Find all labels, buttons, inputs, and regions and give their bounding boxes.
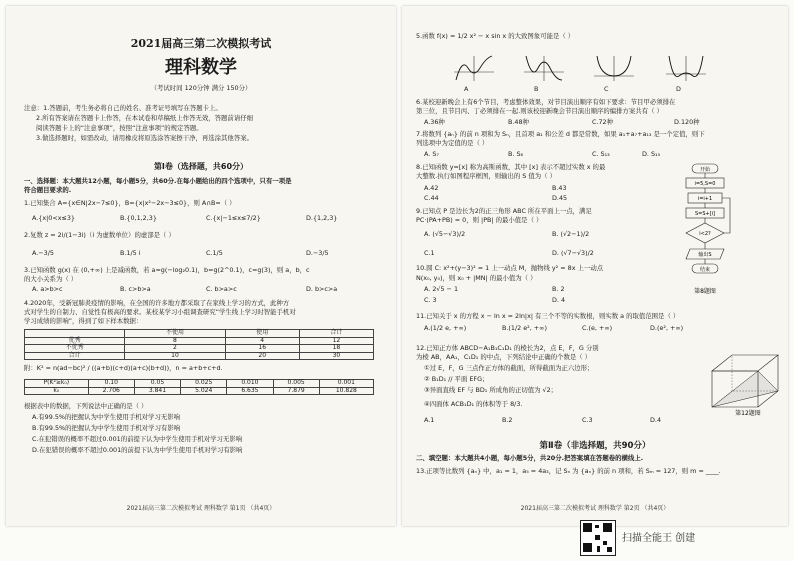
- program-flowchart: [678, 163, 732, 299]
- graph-option-a: [452, 54, 496, 82]
- section-2-heading: 第Ⅱ卷（非选择题，共90分）: [539, 441, 651, 451]
- table-cell: 0.025: [181, 380, 227, 388]
- instructions-line-1: 一、选择题：本大题共12小题，每小题5分，共60分.在每小题给出的四个选项中，只有一项是: [24, 177, 292, 185]
- question-4-line-1: 4.2020年，受新冠肺炎疫情的影响，在全国的许多地方都采取了在家线上学习的方式，此种方: [24, 299, 290, 307]
- q12-option-a: A.1: [424, 416, 435, 424]
- table-cell: 10.828: [319, 387, 373, 395]
- flow-step-label: 输出S: [698, 252, 712, 258]
- table-header-cell: 使用: [225, 330, 299, 338]
- q9-option-b: B. (√2−1)/2: [552, 230, 590, 238]
- q7-option-c: C. S₁₃: [592, 150, 610, 158]
- q8-option-d: D.45: [552, 194, 568, 202]
- graph-option-c: [592, 54, 636, 82]
- flow-step-label: i<2?: [699, 231, 711, 237]
- question-9-line-2: PC·(PA+PB) = 0，则 |PB| 的最小值是（ ）: [416, 216, 543, 224]
- graph-label-d: D: [676, 85, 681, 93]
- table-header-cell: [25, 330, 125, 338]
- q9-option-a: A. (√5−√3)/2: [424, 230, 466, 238]
- q11-option-c: C.(e, +∞): [582, 324, 613, 332]
- table-cell: 18: [299, 345, 373, 353]
- cube-caption: 第12题图: [735, 410, 761, 417]
- question-5: 5.函数 f(x) = 1/2 x² − x sin x 的大致图象可能是（ ）: [416, 32, 575, 40]
- question-8-line-1: 8.已知函数 y=[x] 称为高斯函数，其中 [x] 表示不超过实数 x 的最: [416, 163, 606, 171]
- question-6-line-1: 6.某校迎新晚会上有6个节目，考虑整体效果，对节目演出顺序有如下要求：节目甲必须排在: [416, 98, 676, 106]
- table-cell: 0.005: [273, 380, 319, 388]
- table-cell: 6.635: [227, 387, 273, 395]
- table-cell: 8: [125, 337, 225, 345]
- q6-option-a: A.36种: [424, 118, 445, 126]
- table-cell: 20: [225, 352, 299, 360]
- question-4-prompt: 根据表中的数据，下列说法中正确的是（ ）: [24, 402, 148, 410]
- table-row: [25, 352, 374, 360]
- question-11: 11.已知关于 x 的方程 x − ln x = 2ln|x| 有三个不等的实数根，则实数 a 的取值范围是（ ）: [416, 312, 680, 320]
- q7-option-b: B. S₈: [508, 150, 524, 158]
- q11-option-b: B.(1/2 e², +∞): [502, 324, 547, 332]
- question-10-line-2: N(x₀, y₀)，则 x₀ + |MN| 的最小值为（ ）: [416, 274, 537, 282]
- table-cell: 不优秀: [25, 345, 125, 353]
- q8-option-a: A.42: [424, 184, 439, 192]
- question-7-line-2: 列选项中为定值的是（ ）: [416, 139, 489, 147]
- question-12-line-1: 12.已知正方体 ABCD−A₁B₁C₁D₁ 的棱长为2，点 E，F，G 分别: [416, 344, 599, 352]
- q2-option-c: C.1/5: [206, 249, 223, 257]
- cube-figure: [708, 351, 784, 417]
- q4-option-c: C.在犯错误的概率不超过0.001的前提下认为中学生使用手机对学习无影响: [32, 435, 243, 443]
- question-3-cont: 的大小关系为（ ）: [24, 275, 78, 283]
- q12-option-b: B.2: [502, 416, 513, 424]
- q12-option-c: C.3: [582, 416, 593, 424]
- flow-step-label: 开始: [699, 167, 711, 173]
- q1-option-b: B.{0,1,2,3}: [120, 214, 157, 222]
- table-cell: 0.10: [88, 380, 134, 388]
- q1-option-a: A.{x|0<x≤3}: [32, 214, 75, 222]
- note-3: 阅读答题卡上的“注意事项”，按照“注意事项”的规定答题。: [36, 124, 203, 132]
- table-cell: 5.024: [181, 387, 227, 395]
- graph-label-a: A: [464, 85, 469, 93]
- q7-option-d: D. S₁₅: [642, 150, 661, 158]
- question-3: 3.已知函数 g(x) 在 (0,+∞) 上是减函数，若 a=g(−log₂0.1)，b=g(2^0.1)，c=g(3)，则 a，b，c: [24, 266, 310, 274]
- q7-option-a: A. S₇: [424, 150, 439, 158]
- q11-option-d: D.(e², +∞): [650, 324, 684, 332]
- q3-option-a: A. a>b>c: [32, 285, 63, 293]
- q6-option-b: B.48种: [508, 118, 529, 126]
- table-cell: 0.05: [134, 380, 180, 388]
- q10-option-d: D. 4: [552, 296, 566, 304]
- q10-option-c: C. 3: [424, 296, 437, 304]
- q12-option-d: D.4: [650, 416, 662, 424]
- flow-step-label: 结束: [699, 267, 711, 273]
- q12-statement-4: ④四面体 ACB₁D₁ 的体积等于 8/3.: [424, 400, 523, 408]
- q2-option-b: B.1/5 i: [120, 249, 141, 257]
- question-4-line-3: 学习成绩的影响”，得到了如下样本数据：: [24, 317, 143, 325]
- table-header-cell: 合计: [299, 330, 373, 338]
- q2-option-d: D.−3/5: [306, 249, 329, 257]
- q12-statement-2: ② B₁D₁ // 平面 EFG；: [424, 375, 489, 383]
- question-9-line-1: 9.已知点 P 是边长为2的正三角形 ABC 所在平面上一点，满足: [416, 207, 592, 215]
- exam-page-1: [6, 6, 396, 526]
- q2-option-a: A.−3/5: [32, 249, 54, 257]
- question-7-line-1: 7.将数列 {aₙ} 的前 n 项和为 Sₙ，且首项 a₁ 和公差 d 都是常数，如果 a₁+a₇+a₁₃ 是一个定值，则下: [416, 130, 705, 138]
- table-cell: 合计: [25, 352, 125, 360]
- table-cell: 0.010: [227, 380, 273, 388]
- q6-option-c: C.72种: [592, 118, 614, 126]
- flow-step-label: i=i+1: [697, 196, 713, 202]
- q3-option-d: D. b>c>a: [306, 285, 338, 293]
- q3-option-c: C. b>a>c: [206, 285, 237, 293]
- scanner-watermark: 扫描全能王 创建: [622, 533, 696, 544]
- q9-option-d: D. (√7−√3)/2: [552, 249, 594, 257]
- flow-step-label: S=S+[i]: [694, 211, 716, 217]
- table-header-row: [25, 330, 374, 338]
- qr-code: [580, 520, 616, 556]
- table-cell: 4: [225, 337, 299, 345]
- q10-option-b: B. 2: [552, 285, 565, 293]
- table-cell: 30: [299, 352, 373, 360]
- note-2: 2.所有答案请在答题卡上作答，在本试卷和草稿纸上作答无效，答题前请仔细: [36, 114, 253, 122]
- question-1: 1.已知集合 A={x∈N|2x−7≤0}，B={x|x²−2x−3≤0}，则 A∩B=（ ）: [24, 199, 236, 207]
- instructions-2: 二、填空题：本大题共4小题，每小题5分，共20分.把答案填在答题卷的横线上.: [416, 454, 644, 462]
- critical-value-table: [24, 379, 374, 395]
- exam-subject: 理科数学: [165, 57, 237, 78]
- flowchart-caption: 第8题图: [694, 288, 716, 295]
- q1-option-c: C.{x|−1≤x≤7/2}: [206, 214, 261, 222]
- question-8-line-2: 大整数.执行如图程序框图，则输出的 S 值为（ ）: [416, 172, 556, 180]
- exam-info: （考试时间 120分钟 满分 150分）: [150, 84, 252, 92]
- exam-page-2: [402, 6, 788, 526]
- q9-option-c: C.1: [424, 249, 435, 257]
- question-4-line-2: 式对学生的自制力、自觉性有极高的要求。某校某学习小组调查研究“学生线上学习时智能手机对: [24, 308, 296, 316]
- table-cell: P(K²≥k₀): [25, 380, 89, 388]
- q4-option-a: A.有99.5%的把握认为中学生使用手机对学习无影响: [32, 413, 181, 421]
- graph-label-c: C: [604, 85, 609, 93]
- graph-option-b: [522, 54, 566, 82]
- flow-step-label: i=5,S=0: [694, 181, 716, 187]
- q12-statement-3: ③异面直线 EF 与 BD₁ 所成角的正切值为 √2；: [424, 386, 558, 394]
- table-cell: 2.706: [88, 387, 134, 395]
- instructions-line-2: 符合题目要求的.: [24, 186, 72, 194]
- table-cell: 优秀: [25, 337, 125, 345]
- question-10-line-1: 10.圆 C: x²+(y−3)² = 1 上一动点 M，抛物线 y² = 8x 上一动点: [416, 264, 604, 272]
- question-6-line-2: 第三位，且节目丙、丁必须排在一起.则该校迎新晚会节目演出顺序的编排方案共有（ ）: [416, 107, 663, 115]
- q8-option-c: C.44: [424, 194, 439, 202]
- table-cell: 3.841: [134, 387, 180, 395]
- table-row: [25, 387, 374, 395]
- section-1-heading: 第Ⅰ卷（选择题，共60分）: [153, 162, 249, 171]
- q3-option-b: B. c>b>a: [120, 285, 151, 293]
- q1-option-d: D.{1,2,3}: [306, 214, 338, 222]
- page-1-footer: 2021届高三第二次模拟考试 理科数学 第1页 （共4页）: [126, 505, 276, 512]
- q12-statement-1: ①过 E，F，G 三点作正方体的截面，所得截面为正六边形；: [424, 364, 594, 372]
- q4-option-b: B.有99.5%的把握认为中学生使用手机对学习有影响: [32, 424, 181, 432]
- table-cell: 0.001: [319, 380, 373, 388]
- graph-option-d: [664, 54, 708, 82]
- table-cell: 12: [299, 337, 373, 345]
- question-2: 2.复数 z = 2i/(1−3i)（i 为虚数单位）的虚部是（ ）: [24, 231, 175, 239]
- q8-option-b: B.43: [552, 184, 567, 192]
- q11-option-a: A.(1/2 e, +∞): [424, 324, 467, 332]
- exam-title: 2021届高三第二次模拟考试: [130, 37, 272, 50]
- note-1: 注意：1.答题前，考生务必将自己的姓名、准考证号填写在答题卡上。: [24, 104, 222, 112]
- table-cell: 10: [125, 352, 225, 360]
- table-cell: 2: [125, 345, 225, 353]
- question-12-line-2: 为棱 AB，AA₁，C₁D₁ 的中点，下列结论中正确的个数是（ ）: [416, 353, 592, 361]
- table-cell: 7.879: [273, 387, 319, 395]
- page-2-footer: 2021届高三第二次模拟考试 理科数学 第2页 （共4页）: [520, 505, 670, 512]
- graph-label-b: B: [534, 85, 539, 93]
- sample-data-table: [24, 329, 374, 360]
- table-row: [25, 345, 374, 353]
- q10-option-a: A. 2√5 − 1: [424, 285, 459, 293]
- table-row: [25, 380, 374, 388]
- note-4: 3.做选择题时，如需改动，请用橡皮将原选涂答案擦干净，再选涂其他答案。: [36, 134, 253, 142]
- question-13: 13.正项等比数列 {aₙ} 中，a₁ = 1，a₅ = 4a₃，记 Sₙ 为 {aₙ} 的前 n 项和，若 Sₘ = 127，则 m = ____.: [416, 467, 721, 475]
- q6-option-d: D.120种: [674, 118, 700, 126]
- table-cell: k₀: [25, 387, 89, 395]
- table-header-cell: 不使用: [125, 330, 225, 338]
- chi-square-formula: 附：K² = n(ad−bc)² / ((a+b)(c+d)(a+c)(b+d))，n = a+b+c+d.: [24, 364, 223, 372]
- table-cell: 16: [225, 345, 299, 353]
- q4-option-d: D.在犯错误的概率不超过0.001的前提下认为中学生使用手机对学习有影响: [32, 446, 243, 454]
